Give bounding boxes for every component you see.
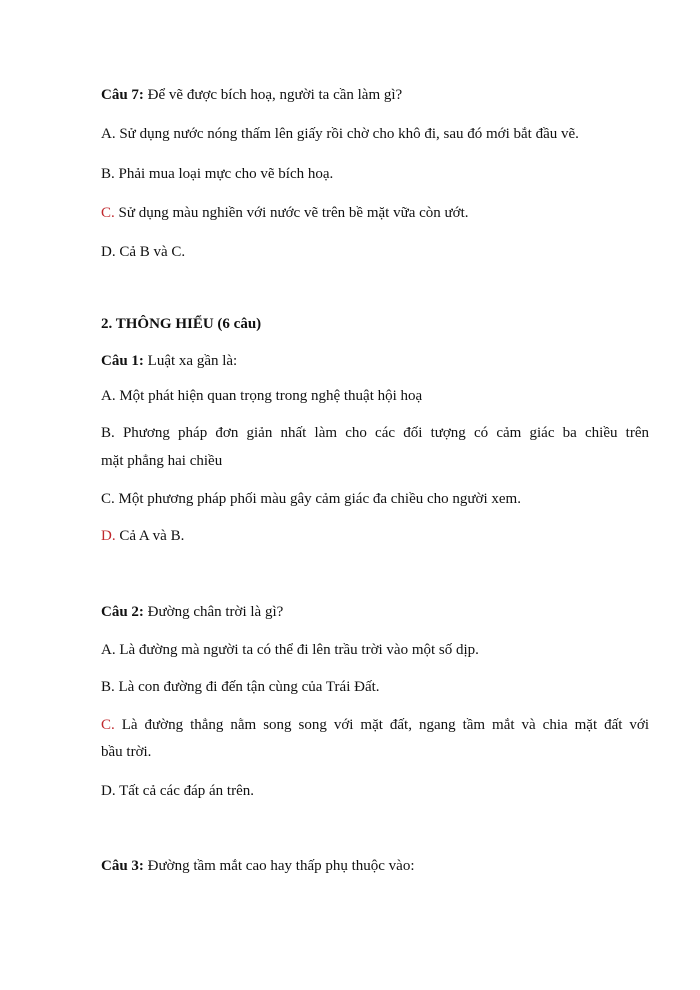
correct-answer-letter: C. bbox=[101, 717, 115, 733]
question-3 bbox=[101, 857, 415, 875]
option-c-continuation: bầu trời. bbox=[101, 744, 152, 760]
option-a bbox=[101, 125, 579, 143]
option-text: Là đường mà người ta có thể đi lên trầu trời vào một số dịp. bbox=[115, 642, 479, 658]
question-text: Để vẽ được bích hoạ, người ta cần làm gì? bbox=[143, 87, 403, 103]
option-letter: A. bbox=[101, 388, 116, 404]
option-text: Sử dụng nước nóng thấm lên giấy rồi chờ cho khô đi, sau đó mới bắt đầu vẽ. bbox=[115, 126, 579, 142]
option-text: Phương pháp đơn giản nhất làm cho các đối tượng có cảm giác ba chiều trên bbox=[114, 425, 649, 441]
option-b bbox=[101, 424, 649, 442]
option-text: Là đường thẳng nằm song song với mặt đất, ngang tầm mắt và chia mặt đất với bbox=[114, 717, 649, 733]
option-letter: D. bbox=[101, 244, 116, 260]
option-d bbox=[101, 782, 254, 800]
option-text: Tất cả các đáp án trên. bbox=[115, 783, 254, 799]
option-letter: C. bbox=[101, 491, 115, 507]
option-a bbox=[101, 641, 479, 659]
option-letter: B. bbox=[101, 679, 115, 695]
question-1 bbox=[101, 352, 237, 370]
option-b bbox=[101, 165, 333, 183]
option-text: Một phương pháp phối màu gây cảm giác đa chiều cho người xem. bbox=[114, 491, 521, 507]
option-c-correct bbox=[101, 204, 469, 222]
option-b-continuation: mặt phẳng hai chiều bbox=[101, 453, 223, 469]
option-b bbox=[101, 678, 380, 696]
option-text: Sử dụng màu nghiền với nước vẽ trên bề mặt vữa còn ướt. bbox=[114, 205, 469, 221]
option-text: Cả A và B. bbox=[115, 528, 185, 544]
question-7 bbox=[101, 86, 402, 104]
question-2 bbox=[101, 603, 283, 621]
option-letter: A. bbox=[101, 126, 116, 142]
option-c-correct bbox=[101, 716, 649, 734]
option-c bbox=[101, 490, 521, 508]
option-d-correct bbox=[101, 527, 184, 545]
correct-answer-letter: D. bbox=[101, 528, 116, 544]
question-label: Câu 2: bbox=[101, 604, 144, 620]
option-letter: D. bbox=[101, 783, 116, 799]
option-letter: A. bbox=[101, 642, 116, 658]
question-text: Luật xa gần là: bbox=[143, 353, 238, 369]
option-letter: B. bbox=[101, 166, 115, 182]
option-text: Một phát hiện quan trọng trong nghệ thuật hội hoạ bbox=[115, 388, 423, 404]
option-d bbox=[101, 243, 185, 261]
option-text: Là con đường đi đến tận cùng của Trái Đất. bbox=[114, 679, 380, 695]
question-text: Đường tầm mắt cao hay thấp phụ thuộc vào: bbox=[143, 858, 415, 874]
section-heading: 2. THÔNG HIỂU (6 câu) bbox=[101, 316, 262, 332]
option-text: Cả B và C. bbox=[115, 244, 186, 260]
option-text: Phải mua loại mực cho vẽ bích hoạ. bbox=[114, 166, 334, 182]
question-label: Câu 7: bbox=[101, 87, 144, 103]
question-text: Đường chân trời là gì? bbox=[143, 604, 284, 620]
option-letter: B. bbox=[101, 425, 115, 441]
question-label: Câu 1: bbox=[101, 353, 144, 369]
option-a bbox=[101, 387, 422, 405]
question-label: Câu 3: bbox=[101, 858, 144, 874]
correct-answer-letter: C. bbox=[101, 205, 115, 221]
